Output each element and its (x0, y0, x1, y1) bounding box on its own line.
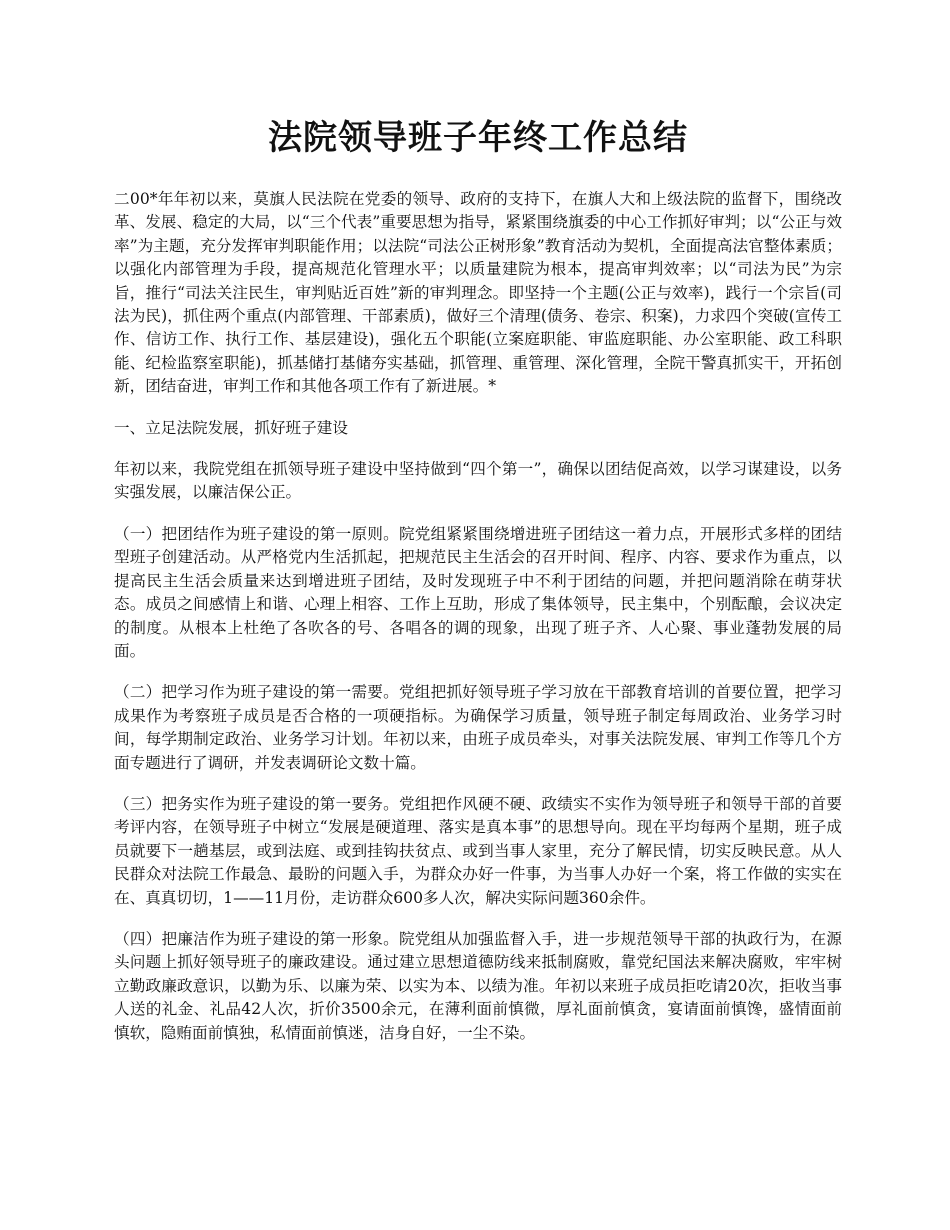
section-lead-paragraph: 年初以来，我院党组在抓领导班子建设中坚持做到“四个第一”，确保以团结促高效，以学习谋建设，以务实强发展，以廉洁保公正。 (114, 460, 842, 502)
item-unity-paragraph: （一）把团结作为班子建设的第一原则。院党组紧紧围绕增进班子团结这一着力点，开展形式多样的团结型班子创建活动。从严格党内生活抓起，把规范民主生活会的召开时间、程序、内容、要求作为重点，以提高民主生活会质量来达到增进班子团结，及时发现班子中不利于团结的问题，并把问题消除在萌芽状态。成员之间感情上和谐、心理上相容、工作上互助，形成了集体领导，民主集中，个别酝酿，会议决定的制度。从根本上杜绝了各吹各的号、各唱各的调的现象，出现了班子齐、人心聚、事业蓬勃发展的局面。 (114, 524, 842, 660)
section-heading: 一、立足法院发展，抓好班子建设 (114, 418, 348, 437)
item-study-paragraph: （二）把学习作为班子建设的第一需要。党组把抓好领导班子学习放在干部教育培训的首要位置，把学习成果作为考察班子成员是否合格的一项硬指标。为确保学习质量，领导班子制定每周政治、业务学习时间，每学期制定政治、业务学习计划。年初以来，由班子成员牵头，对事关法院发展、审判工作等几个方面专题进行了调研，并发表调研论文数十篇。 (114, 683, 842, 772)
document-title: 法院领导班子年终工作总结 (268, 118, 688, 158)
item-pragmatism-paragraph: （三）把务实作为班子建设的第一要务。党组把作风硬不硬、政绩实不实作为领导班子和领导干部的首要考评内容，在领导班子中树立“发展是硬道理、落实是真本事”的思想导向。现在平均每两个星期，班子成员就要下一趟基层，或到法庭、或到挂钩扶贫点、或到当事人家里，充分了解民情，切实反映民意。从人民群众对法院工作最急、最盼的问题入手，为群众办好一件事，为当事人办好一个案，将工作做的实实在在、真真切切，1——11月份，走访群众600多人次，解决实际问题360余件。 (114, 794, 842, 907)
item-integrity-paragraph: （四）把廉洁作为班子建设的第一形象。院党组从加强监督入手，进一步规范领导干部的执政行为，在源头问题上抓好领导班子的廉政建设。通过建立思想道德防线来抵制腐败，靠党纪国法来解决腐败，牢牢树立勤政廉政意识，以勤为乐、以廉为荣、以实为本、以绩为准。年初以来班子成员拒吃请20次，拒收当事人送的礼金、礼品42人次，折价3500余元，在薄利面前慎微，厚礼面前慎贪，宴请面前慎馋，盛情面前慎软，隐贿面前慎独，私情面前慎迷，洁身自好，一尘不染。 (114, 929, 842, 1042)
document-page (114, 112, 842, 1063)
intro-paragraph: 二00*年年初以来，莫旗人民法院在党委的领导、政府的支持下，在旗人大和上级法院的监督下，围绕改革、发展、稳定的大局，以“三个代表”重要思想为指导，紧紧围绕旗委的中心工作抓好审判；以“公正与效率”为主题，充分发挥审判职能作用；以法院“司法公正树形象”教育活动为契机，全面提高法官整体素质；以强化内部管理为手段，提高规范化管理水平；以质量建院为根本，提高审判效率；以“司法为民”为宗旨，推行“司法关注民生，审判贴近百姓”新的审判理念。即坚持一个主题(公正与效率)，践行一个宗旨(司法为民)，抓住两个重点(内部管理、干部素质)，做好三个清理(债务、卷宗、积案)，力求四个突破(宣传工作、信访工作、执行工作、基层建设)，强化五个职能(立案庭职能、审监庭职能、办公室职能、政工科职能、纪检监察室职能)，抓基储打基储夯实基础，抓管理、重管理、深化管理，全院干警真抓实干，开拓创新，团结奋进，审判工作和其他各项工作有了新进展。* (114, 190, 842, 396)
